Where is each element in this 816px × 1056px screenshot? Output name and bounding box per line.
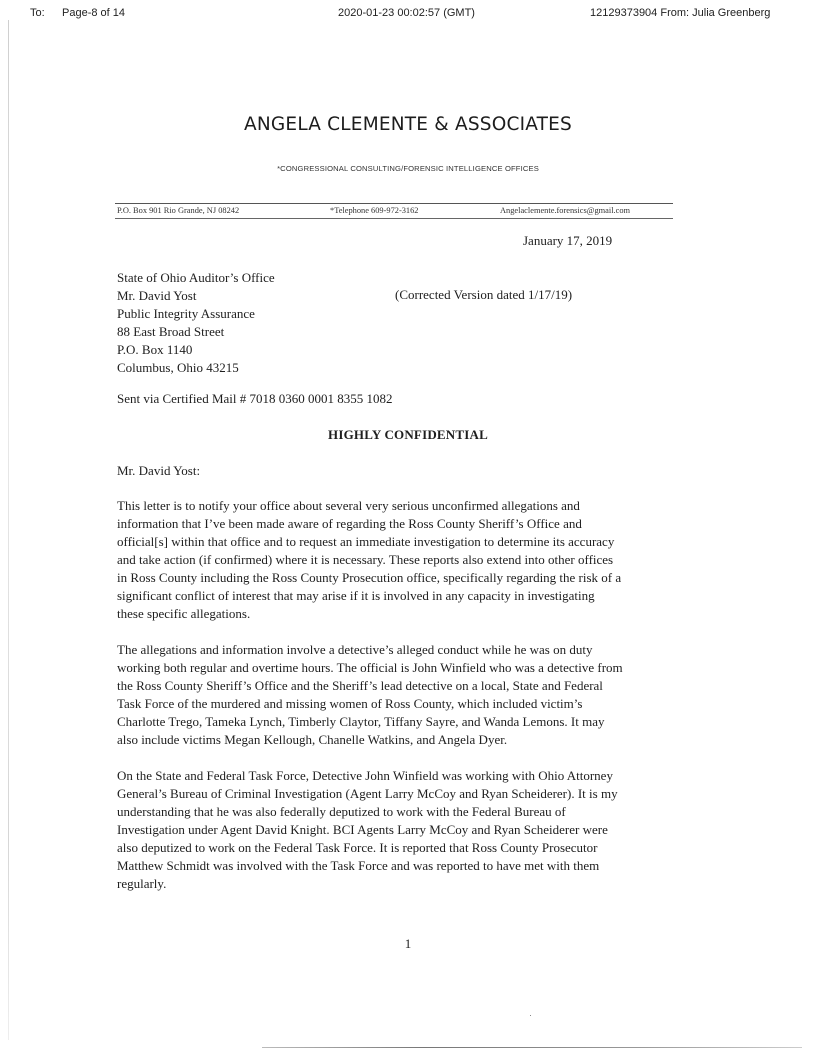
body-paragraph-3 (117, 767, 697, 893)
fax-timestamp: 2020-01-23 00:02:57 (GMT) (338, 7, 475, 19)
letterhead-rule-top (115, 203, 673, 204)
corrected-version-note: (Corrected Version dated 1/17/19) (395, 287, 573, 302)
firm-email: Angelaclemente.forensics@gmail.com (500, 206, 631, 215)
recipient-line: Columbus, Ohio 43215 (117, 360, 239, 375)
paragraph-line: This letter is to notify your office about several very serious unconfirmed allegations and (117, 498, 580, 513)
recipient-line: Public Integrity Assurance (117, 306, 255, 321)
recipient-line: State of Ohio Auditor’s Office (117, 270, 275, 285)
fax-page-count: Page-8 of 14 (62, 7, 125, 19)
page-number: 1 (404, 936, 412, 951)
certified-mail-line: Sent via Certified Mail # 7018 0360 0001 8355 1082 (117, 391, 393, 406)
recipient-line: P.O. Box 1140 (117, 342, 193, 357)
paragraph-line: also deputized to work on the Federal Task Force. It is reported that Ross County Prosecutor (117, 840, 598, 855)
paragraph-line: official[s] within that office and to request an immediate investigation to determine its accuracy (117, 534, 615, 549)
paragraph-line: in Ross County including the Ross County Prosecution office, specifically regarding the risk of a (117, 570, 622, 585)
paragraph-line: Investigation under Agent David Knight. BCI Agents Larry McCoy and Ryan Scheiderer were (117, 822, 608, 837)
paragraph-line: Matthew Schmidt was involved with the Task Force and was reported to have met with them (117, 858, 600, 873)
salutation: Mr. David Yost: (117, 463, 201, 478)
fax-to-label: To: (30, 7, 45, 19)
paragraph-line: and take action (if confirmed) where it is necessary. These reports also extend into other offices (117, 552, 614, 567)
letterhead-rule-bottom (115, 218, 673, 219)
confidential-heading: HIGHLY CONFIDENTIAL (328, 427, 488, 442)
paragraph-line: Task Force of the murdered and missing women of Ross County, which included victim’s (117, 696, 583, 711)
paragraph-line: also include victims Megan Kellough, Chanelle Watkins, and Angela Dyer. (117, 732, 508, 747)
paragraph-line: On the State and Federal Task Force, Detective John Winfield was working with Ohio Attorney (117, 768, 613, 783)
paragraph-line: Charlotte Trego, Tameka Lynch, Timberly Claytor, Tiffany Sayre, and Wanda Lemons. It may (117, 714, 605, 729)
recipient-line: Mr. David Yost (117, 288, 197, 303)
scan-speck (530, 1015, 531, 1016)
paragraph-line: working both regular and overtime hours. The official is John Winfield who was a detective from (117, 660, 623, 675)
scan-edge-line (8, 20, 9, 1040)
fax-header (0, 0, 816, 22)
firm-tagline: *CONGRESSIONAL CONSULTING/FORENSIC INTELLIGENCE OFFICES (277, 164, 539, 173)
paragraph-line: The allegations and information involve a detective’s alleged conduct while he was on duty (117, 642, 593, 657)
firm-address: P.O. Box 901 Rio Grande, NJ 08242 (117, 206, 240, 215)
paragraph-line: General’s Bureau of Criminal Investigation (Agent Larry McCoy and Ryan Scheiderer). It is my (117, 786, 618, 801)
paragraph-line: the Ross County Sheriff’s Office and the Sheriff’s lead detective on a local, State and Federal (117, 678, 603, 693)
paragraph-line: information that I’ve been made aware of regarding the Ross County Sheriff’s Office and (117, 516, 582, 531)
firm-telephone: *Telephone 609-972-3162 (330, 206, 419, 215)
letter-date: January 17, 2019 (523, 233, 613, 248)
paragraph-line: significant conflict of interest that may arise if it is involved in any capacity in investigating (117, 588, 595, 603)
paragraph-line: regularly. (117, 876, 167, 891)
body-paragraph-2 (117, 641, 697, 749)
scan-bottom-edge (262, 1047, 802, 1048)
body-paragraph-1 (117, 497, 697, 623)
fax-sender: 12129373904 From: Julia Greenberg (590, 7, 771, 19)
firm-name: ANGELA CLEMENTE & ASSOCIATES (244, 114, 572, 135)
paragraph-line: these specific allegations. (117, 606, 251, 621)
paragraph-line: understanding that he was also federally deputized to work with the Federal Bureau of (117, 804, 566, 819)
recipient-line: 88 East Broad Street (117, 324, 225, 339)
